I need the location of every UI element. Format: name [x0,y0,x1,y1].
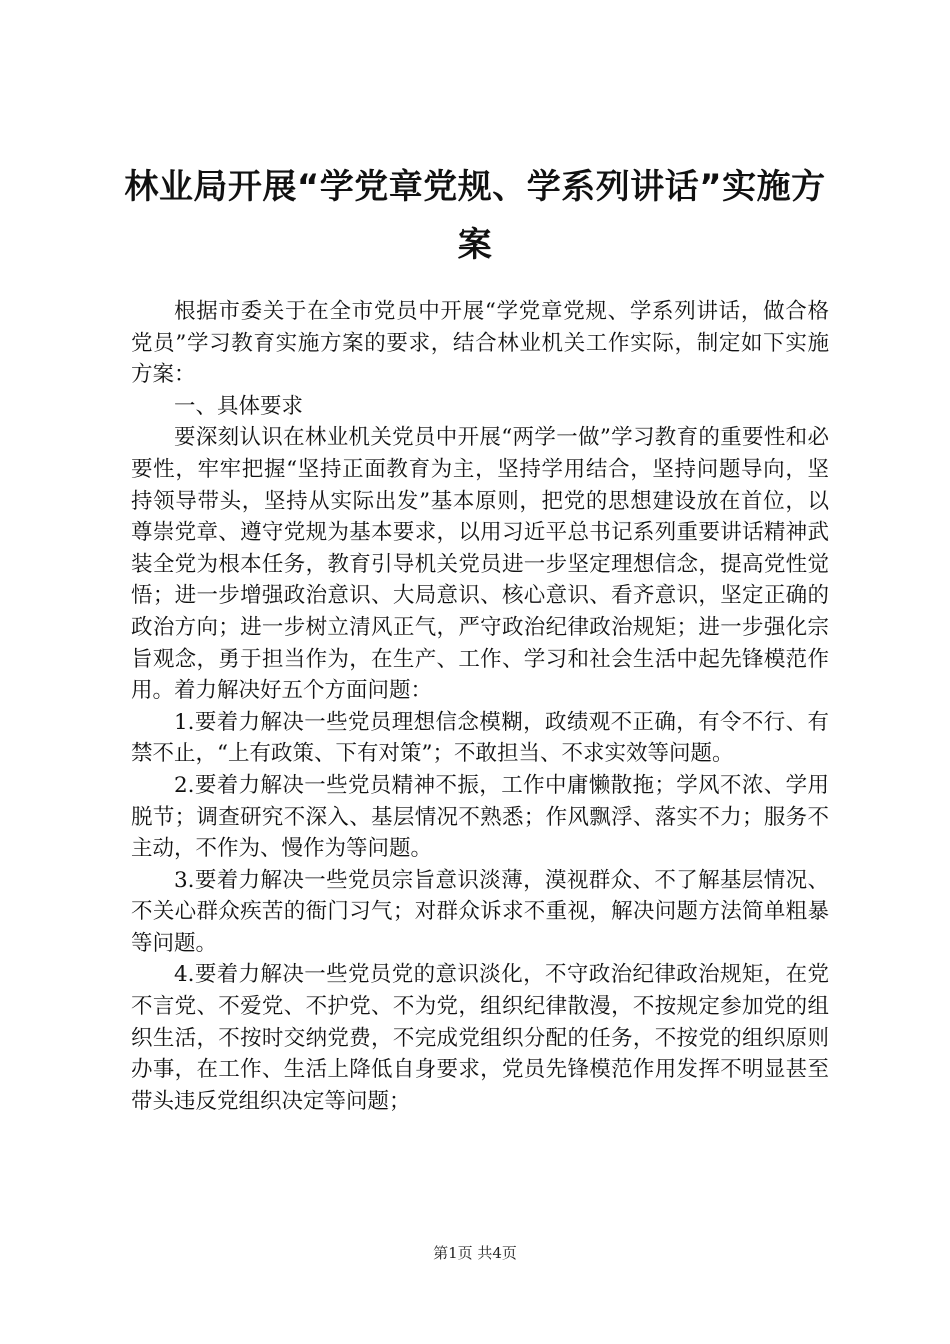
list-item-3: 3.要着力解决一些党员宗旨意识淡薄，漠视群众、不了解基层情况、不关心群众疾苦的衙门习气；对群众诉求不重视，解决问题方法简单粗暴等问题。 [131,867,829,956]
document-body [131,296,829,1117]
list-item-2: 2.要着力解决一些党员精神不振，工作中庸懒散拖；学风不浓、学用脱节；调查研究不深入、基层情况不熟悉；作风飘浮、落实不力；服务不主动，不作为、慢作为等问题。 [131,772,829,862]
page-footer: 第1页 共4页 [433,1244,517,1262]
document-title: 林业局开展“学党章党规、学系列讲话”实施方案 [124,167,826,265]
paragraph-requirements: 要深刻认识在林业机关党员中开展“两学一做”学习教育的重要性和必要性，牢牢把握“坚持正面教育为主，坚持学用结合，坚持问题导向，坚持领导带头，坚持从实际出发”基本原则，把党的思想建设放在首位，以尊崇党章、遵守党规为基本要求，以用习近平总书记系列重要讲话精神武装全党为根本任务，教育引导机关党员进一步坚定理想信念，提高党性觉悟；进一步增强政治意识、大局意识、核心意识、看齐意识，坚定正确的政治方向；进一步树立清风正气，严守政治纪律政治规矩；进一步强化宗旨观念，勇于担当作为，在生产、工作、学习和社会生活中起先锋模范作用。着力解决好五个方面问题： [131,425,829,704]
section-heading: 一、具体要求 [174,393,304,419]
list-item-1: 1.要着力解决一些党员理想信念模糊，政绩观不正确，有令不行、有禁不止，“上有政策、下有对策”；不敢担当、不求实效等问题。 [131,709,829,767]
list-item-4: 4.要着力解决一些党员党的意识淡化，不守政治纪律政治规矩，在党不言党、不爱党、不护党、不为党，组织纪律散漫，不按规定参加党的组织生活，不按时交纳党费，不完成党组织分配的任务，不按党的组织原则办事，在工作、生活上降低自身要求，党员先锋模范作用发挥不明显甚至带头违反党组织决定等问题； [131,962,829,1114]
paragraph-intro: 根据市委关于在全市党员中开展“学党章党规、学系列讲话，做合格党员”学习教育实施方案的要求，结合林业机关工作实际，制定如下实施方案： [131,299,829,388]
